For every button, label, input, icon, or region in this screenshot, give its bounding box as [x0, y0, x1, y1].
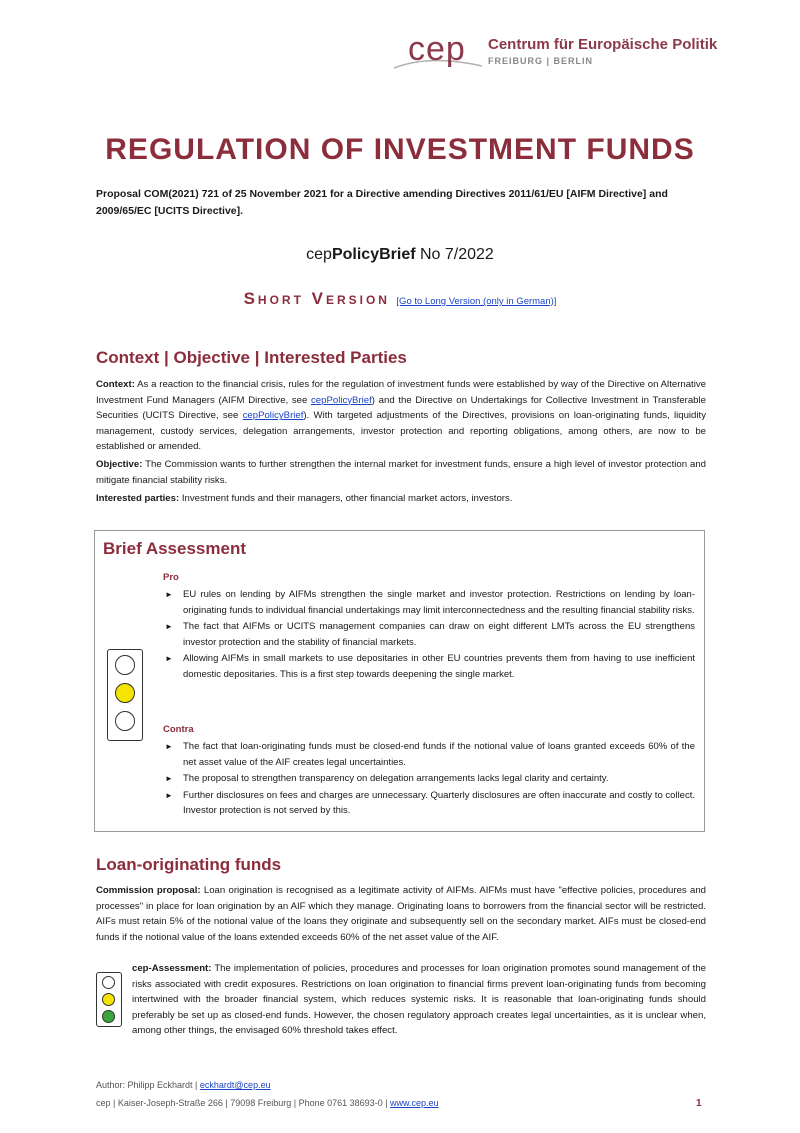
pro-item: ► EU rules on lending by AIFMs strengthen the single market and investor protection. Restrictions on lending by loan-originating funds to individual financial undertakings may limit interconnectedness and the resulting financial stability risks. [163, 587, 695, 618]
traffic-light-green-icon [115, 711, 135, 731]
pro-label: Pro [163, 572, 179, 583]
policy-brief-link-aifm[interactable]: cepPolicyBrief [311, 394, 372, 406]
traffic-light-green-icon [102, 1010, 115, 1023]
traffic-light-icon [107, 649, 143, 741]
org-cities: FREIBURG | BERLIN [488, 56, 594, 66]
context-paragraph: Context: As a reaction to the financial crisis, rules for the regulation of investment funds were established by way of the Directive on Alternative Investment Fund Managers (AIFM Directive, see cepPolicyBrief) and the Directive on Undertakings for Collective Investment in Transferable Securities (UCITS Directive, see cepPolicyBrief). With targeted adjustments of the Directives, provisions on loan-originating funds, liquidity management, custody services, delegation arrangements, investor protection and reporting obligations, among others, are now to be established or amended. [96, 379, 706, 453]
pro-item: ► Allowing AIFMs in small markets to use depositaries in other EU countries prevents them from having to use inefficient domestic depositaries. This is a first step towards deepening the single market. [163, 651, 695, 682]
contra-label: Contra [163, 724, 194, 735]
org-name: Centrum für Europäische Politik [488, 36, 718, 53]
website-link[interactable]: www.cep.eu [390, 1098, 439, 1108]
page-number: 1 [696, 1098, 702, 1109]
contra-list [163, 739, 695, 820]
traffic-light-small-icon [96, 972, 122, 1027]
document-subtitle: Proposal COM(2021) 721 of 25 November 2021 for a Directive amending Directives 2011/61/EU [AIFM Directive] and 2009/65/EC [UCITS Directive]. [96, 188, 668, 217]
contra-item: ► The proposal to strengthen transparency on delegation arrangements lacks legal clarity and certainty. [163, 771, 695, 787]
interested-parties-paragraph: Interested parties: Investment funds and their managers, other financial market actors, investors. [96, 493, 513, 504]
pro-item: ► The fact that AIFMs or UCITS management companies can draw on eight different LMTs across the EU strengthens investor protection and the stability of financial markets. [163, 619, 695, 650]
loan-originating-heading: Loan-originating funds [96, 855, 282, 874]
page-title: REGULATION OF INVESTMENT FUNDS [105, 133, 695, 166]
traffic-light-red-icon [102, 976, 115, 989]
context-heading: Context | Objective | Interested Parties [96, 348, 407, 367]
long-version-link[interactable]: [Go to Long Version (only in German)] [396, 296, 557, 307]
commission-proposal-paragraph: Commission proposal: Loan origination is recognised as a legitimate activity of AIFMs. AIFMs must have "effective policies, procedures and processes" in place for loan origination by an AIF which they manage. Originating loans to borrowers from the financial sector will be restricted. AIFs must retain 5% of the notional value of the loans they originate and subsequently sell on the secondary market. AIFs must be closed-end funds if the notional value of the loans extended exceeds 60% of the net asset value of the AIF. [96, 885, 706, 943]
logo-text: cep [408, 30, 466, 68]
traffic-light-yellow-icon [115, 683, 135, 703]
pro-list [163, 587, 695, 684]
policy-brief-link-ucits[interactable]: cepPolicyBrief [242, 410, 304, 422]
contra-item: ► The fact that loan-originating funds must be closed-end funds if the notional value of loans granted exceeds 60% of the net asset value of the AIF creates legal uncertainties. [163, 739, 695, 770]
short-version-label: Short Version [243, 289, 390, 308]
cep-assessment-paragraph: cep-Assessment: The implementation of policies, procedures and processes for loan origination promotes sound management of the risks associated with credit exposures. Restrictions on loan origination to financial firms prevent loan-originating funds from becoming intertwined with the broader financial system, which reduces systemic risks. It is reasonable that loan-originating funds should preferably be set up as closed-end funds. However, the chosen regulatory approach creates legal uncertainties, as it is unclear when, among other things, the envisaged 60% threshold takes effect. [132, 963, 706, 1037]
traffic-light-yellow-icon [102, 993, 115, 1006]
brief-assessment-box [94, 530, 705, 832]
brief-assessment-heading: Brief Assessment [103, 539, 246, 558]
author-email-link[interactable]: eckhardt@cep.eu [199, 1080, 271, 1090]
objective-paragraph: Objective: The Commission wants to further strengthen the internal market for investment funds, ensure a high level of investor protection and mitigate financial stability risks. [96, 459, 706, 486]
cep-logo [390, 24, 720, 74]
footer-author: Author: Philipp Eckhardt | eckhardt@cep.eu [96, 1080, 271, 1090]
traffic-light-red-icon [115, 655, 135, 675]
footer-address: cep | Kaiser-Joseph-Straße 266 | 79098 Freiburg | Phone 0761 38693-0 | www.cep.eu [96, 1098, 439, 1108]
contra-item: ► Further disclosures on fees and charges are unnecessary. Quarterly disclosures are often inaccurate and costly to collect. Investor protection is not served by this. [163, 788, 695, 819]
short-version-heading [0, 289, 800, 309]
policy-brief-number: cepPolicyBrief No 7/2022 [306, 246, 494, 263]
